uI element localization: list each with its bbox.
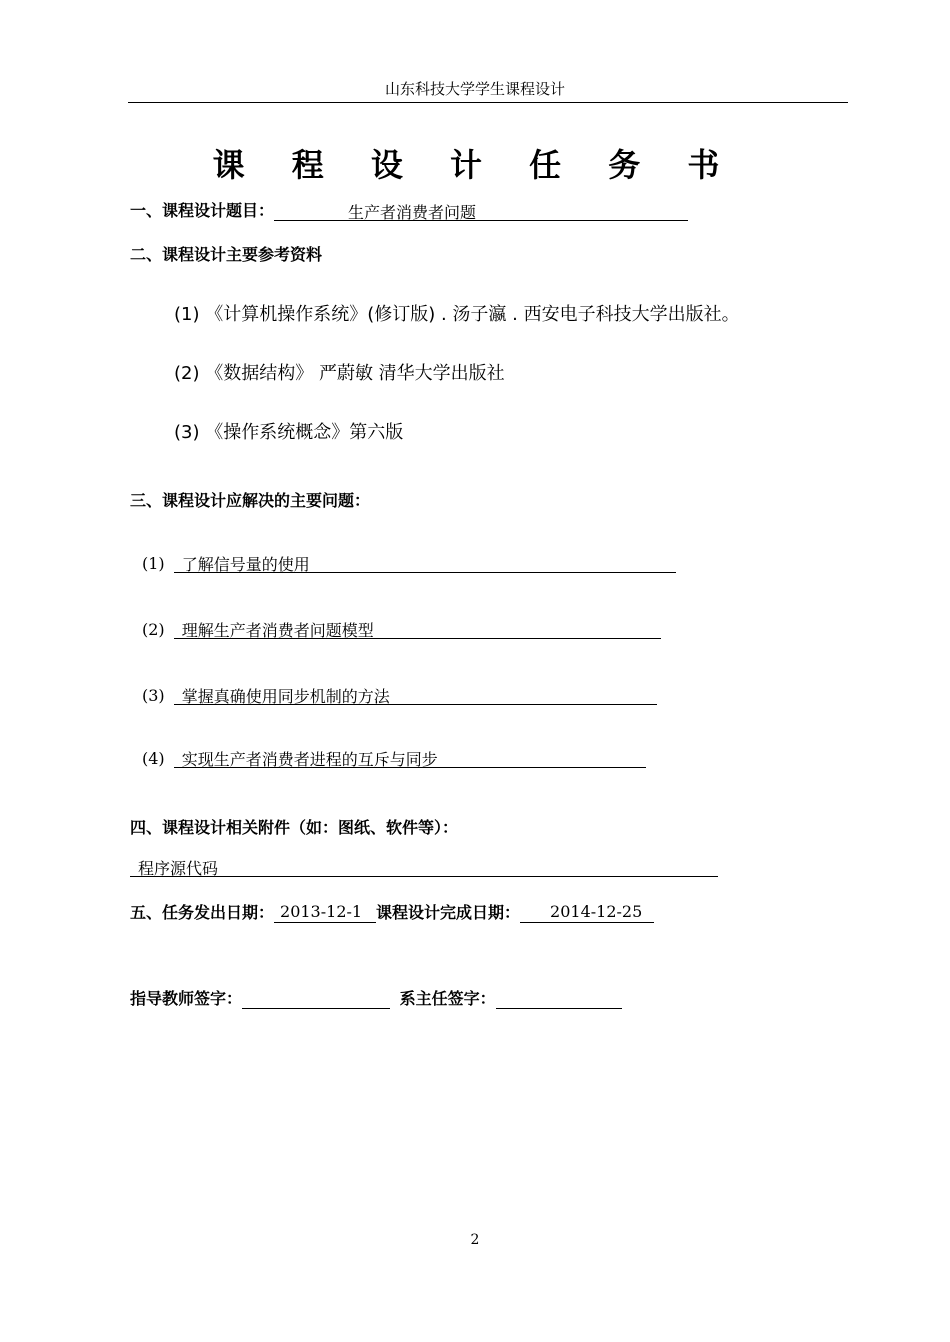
- section-references-heading: 二、课程设计主要参考资料: [130, 245, 323, 264]
- problem-number: (3): [142, 686, 165, 705]
- topic-value-line: [274, 200, 688, 221]
- section-problems-heading: 三、课程设计应解决的主要问题：: [130, 491, 371, 510]
- problem-text: 了解信号量的使用: [181, 555, 310, 574]
- problem-line: [174, 684, 657, 705]
- problem-item: [142, 552, 676, 573]
- attachments-value: 程序源代码: [138, 859, 219, 878]
- complete-date-value: 2014-12-25: [550, 902, 643, 921]
- problem-item: [142, 618, 661, 639]
- topic-value: 生产者消费者问题: [348, 203, 477, 222]
- problem-line: [174, 552, 676, 573]
- attachments-line: [130, 856, 718, 877]
- teacher-signature-line: [242, 988, 390, 1009]
- section-attachments-heading: 四、课程设计相关附件（如：图纸、软件等）：: [130, 818, 459, 837]
- problem-text: 理解生产者消费者问题模型: [181, 621, 374, 640]
- topic-label: 一、课程设计题目：: [130, 201, 275, 220]
- complete-date-line: [520, 902, 654, 923]
- reference-item: (1) 《计算机操作系统》(修订版) . 汤子瀛 . 西安电子科技大学出版社。: [174, 304, 740, 325]
- attachments-line-wrap: [130, 856, 718, 877]
- problem-number: (4): [142, 749, 165, 768]
- section-topic: [130, 198, 688, 221]
- page-header: 山东科技大学学生课程设计: [384, 80, 565, 98]
- issue-date-value: 2013-12-1: [280, 902, 363, 921]
- problem-text: 实现生产者消费者进程的互斥与同步: [181, 750, 438, 769]
- head-signature-label: 系主任签字：: [399, 989, 496, 1008]
- problem-item: [142, 684, 657, 705]
- problem-line: [174, 747, 646, 768]
- teacher-signature-label: 指导教师签字：: [130, 989, 243, 1008]
- problem-number: (2): [142, 620, 165, 639]
- issue-date-line: [274, 902, 376, 923]
- header-rule: [128, 102, 848, 103]
- problem-text: 掌握真确使用同步机制的方法: [181, 687, 390, 706]
- document-title: 课 程 设 计 任 务 书: [212, 146, 738, 184]
- complete-date-label: 课程设计完成日期：: [376, 903, 521, 922]
- page-number: 2: [470, 1232, 480, 1248]
- issue-date-label: 五、任务发出日期：: [130, 903, 275, 922]
- reference-item: (3) 《操作系统概念》第六版: [174, 422, 404, 443]
- head-signature-line: [496, 988, 622, 1009]
- signature-row: [130, 986, 622, 1009]
- problem-line: [174, 618, 661, 639]
- section-dates: [130, 900, 654, 923]
- problem-number: (1): [142, 554, 165, 573]
- problem-item: [142, 747, 646, 768]
- reference-item: (2) 《数据结构》 严蔚敏 清华大学出版社: [174, 363, 505, 384]
